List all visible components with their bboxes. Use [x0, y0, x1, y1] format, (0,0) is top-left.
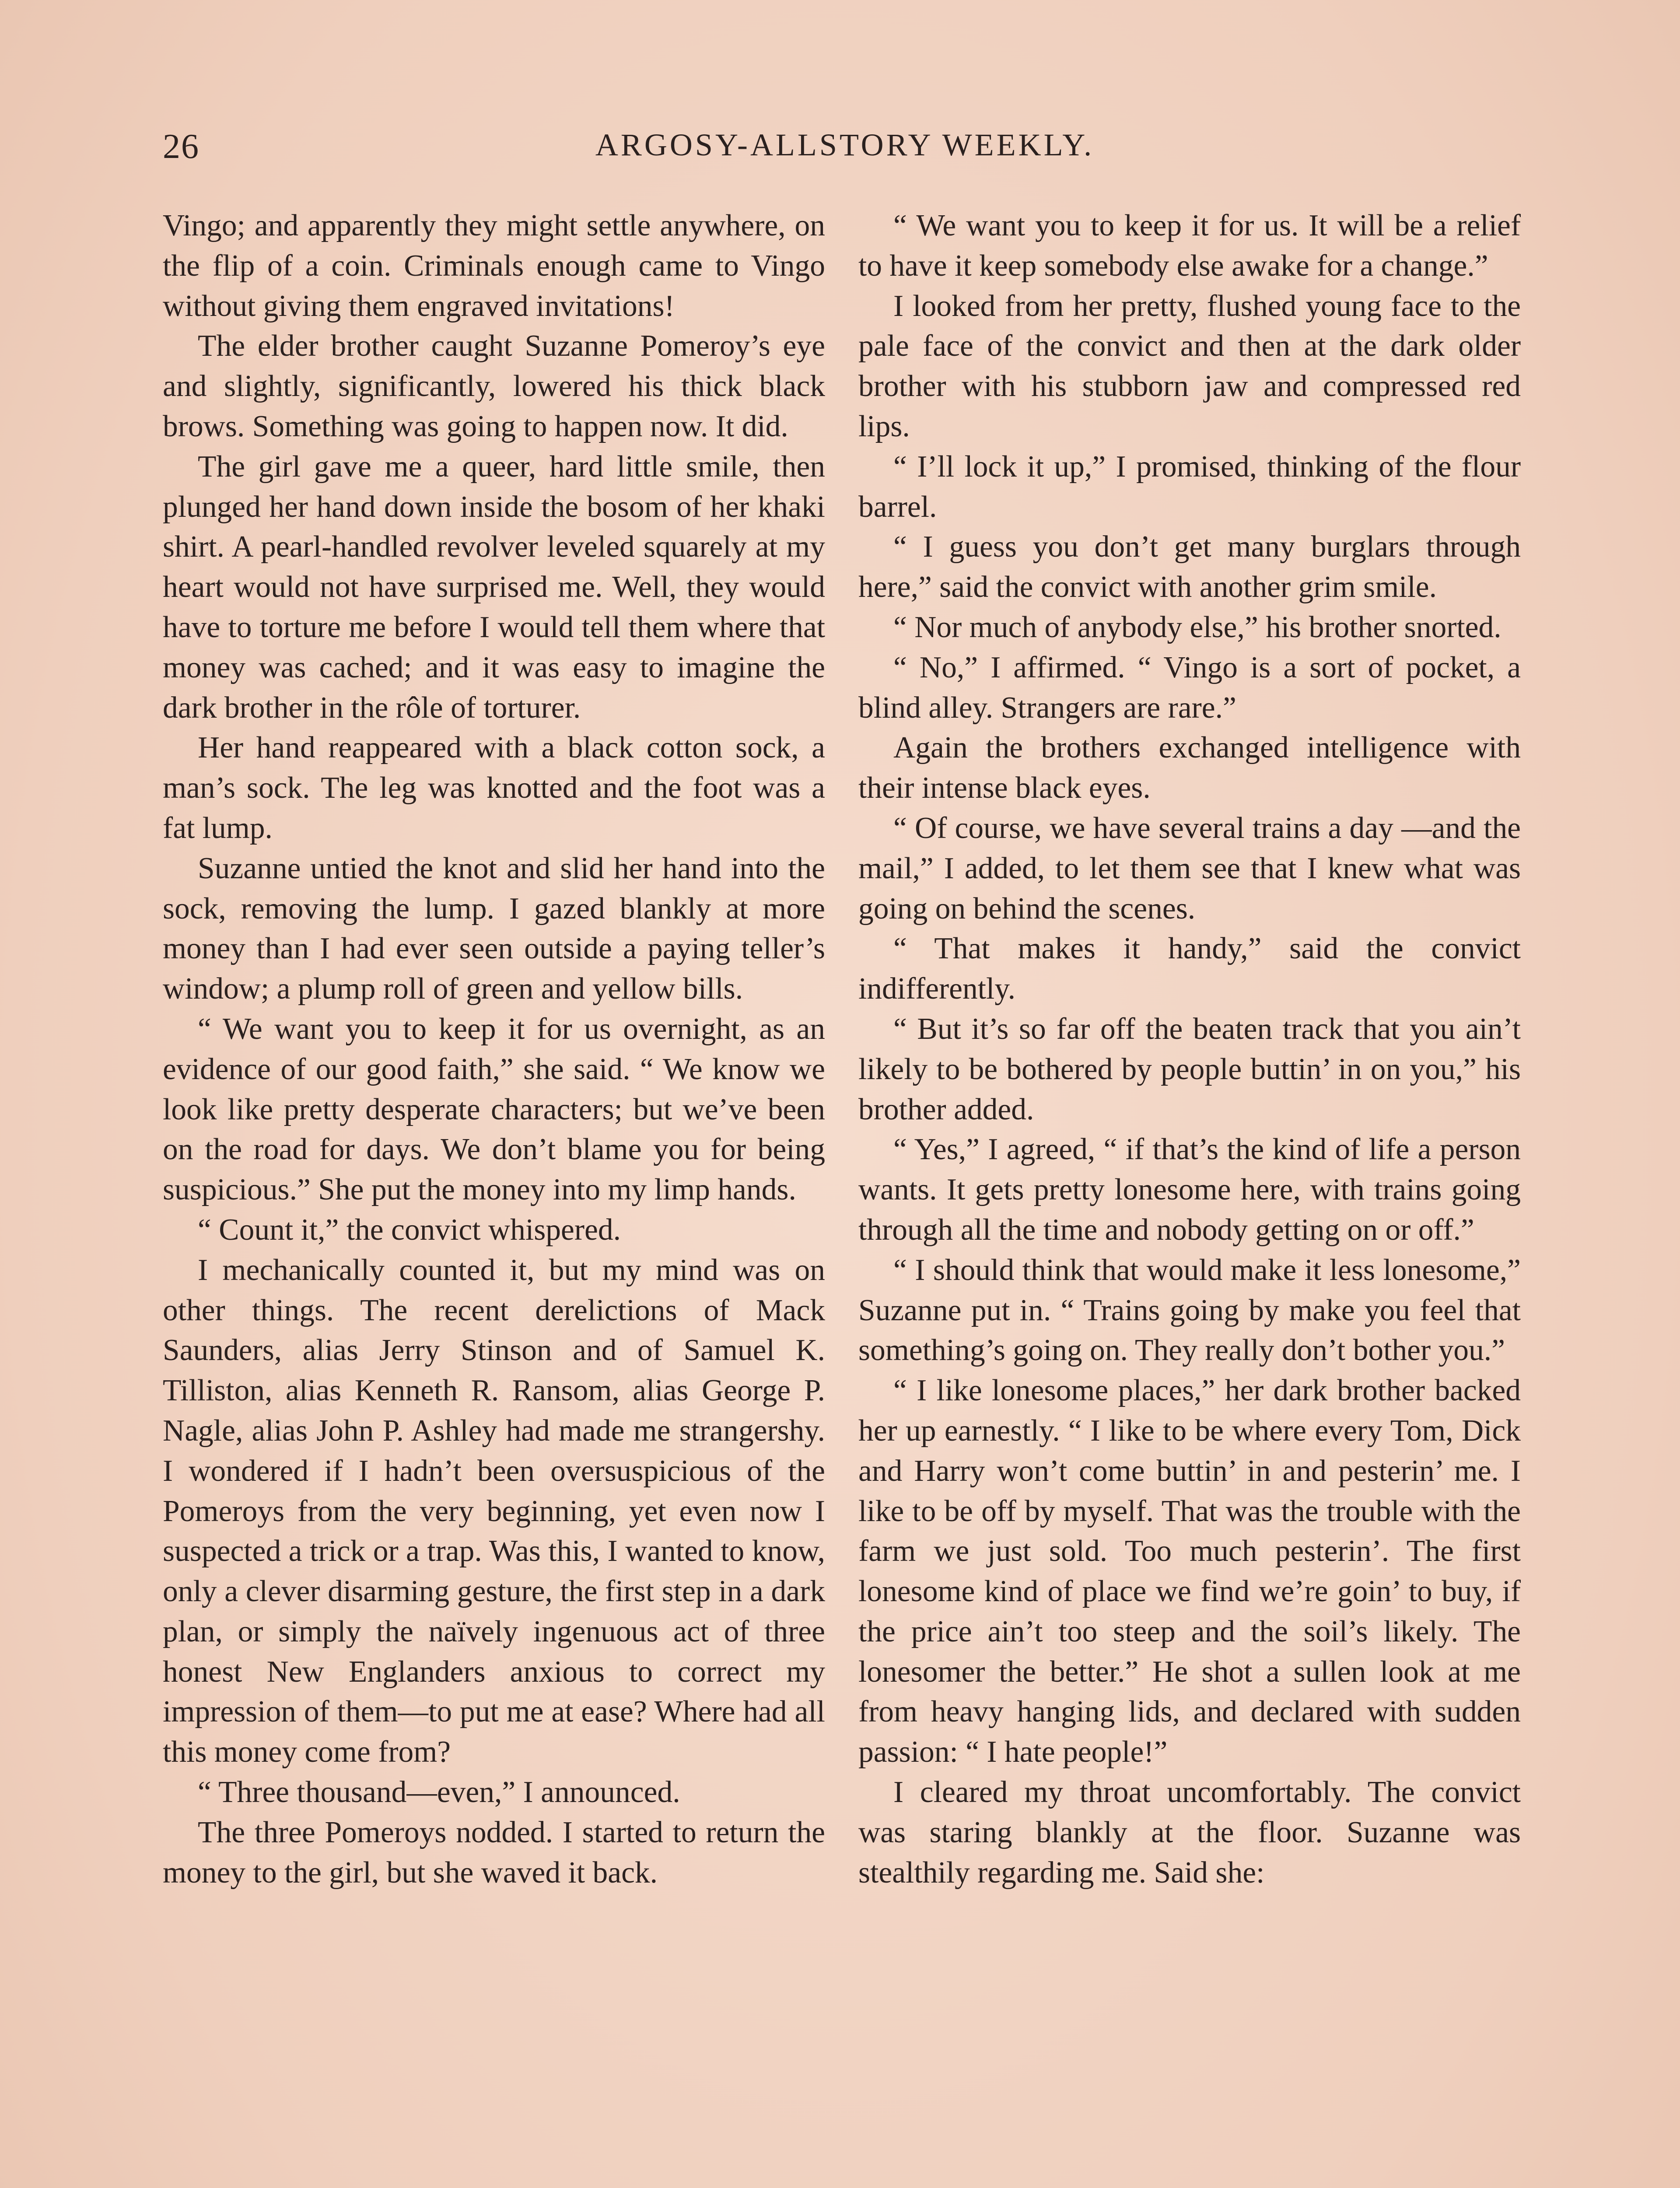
paragraph: “ I’ll lock it up,” I promised, thinking of the flour barrel. [858, 449, 1521, 524]
paragraph: Suzanne untied the knot and slid her hand into the sock, removing the lump. I gazed blankly at more money than I had ever seen outside a paying teller’s window; a plump roll of green and yellow bills. [163, 851, 825, 1006]
paragraph: The girl gave me a queer, hard little smile, then plunged her hand down inside the bosom of her khaki shirt. A pearl-handled revolver leveled squarely at my heart would not have surprised me. Well, they would have to torture me before I would tell them where that money was cached; and it was easy to imagine the dark brother in the rôle of torturer. [163, 449, 825, 725]
paragraph: “ I should think that would make it less lonesome,” Suzanne put in. “ Trains going by make you feel that something’s going on. They really don’t bother you.” [858, 1253, 1521, 1368]
running-title: ARGOSY-ALLSTORY WEEKLY. [595, 127, 1095, 162]
paragraph: “ Count it,” the convict whispered. [198, 1213, 621, 1247]
paragraph: I cleared my throat uncomfortably. The convict was staring blankly at the floor. Suzanne was stealthily regarding me. Said she: [858, 1775, 1521, 1890]
paragraph: Her hand reappeared with a black cotton sock, a man’s sock. The leg was knotted and the foot was a fat lump. [163, 731, 825, 845]
paragraph: The elder brother caught Suzanne Pomeroy’s eye and slightly, significantly, lowered his thick black brows. Something was going to happen now. It did. [163, 329, 825, 443]
paragraph: “ Three thousand—even,” I announced. [198, 1775, 680, 1809]
paragraph: I mechanically counted it, but my mind was on other things. The recent derelictions of Mack Saunders, alias Jerry Stinson and of Samuel K. Tilliston, alias Kenneth R. Ransom, alias George P. Nagle, alias John P. Ashley had made me strangershy. I wondered if I hadn’t been oversuspicious of the Pomeroys from the very beginning, yet even now I suspected a trick or a trap. Was this, I wanted to know, only a clever disarming gesture, the first step in a dark plan, or simply the naïvely ingenuous act of three honest New Englanders anxious to correct my impression of them—to put me at ease? Where had all this money come from? [163, 1253, 825, 1769]
paragraph: “ But it’s so far off the beaten track that you ain’t likely to be bothered by people buttin’ in on you,” his brother added. [858, 1012, 1521, 1126]
right-column [858, 206, 1521, 2188]
paragraph: The three Pomeroys nodded. I started to return the money to the girl, but she waved it back. [163, 1815, 825, 1890]
paragraph: “ Of course, we have several trains a day —and the mail,” I added, to let them see that I knew what was going on behind the scenes. [858, 811, 1521, 926]
paragraph: Again the brothers exchanged intelligence with their intense black eyes. [858, 731, 1521, 805]
paragraph: “ Yes,” I agreed, “ if that’s the kind of life a person wants. It gets pretty lonesome here, with trains going through all the time and nobody getting on or off.” [858, 1133, 1521, 1247]
page-header [163, 127, 1527, 179]
paragraph: Vingo; and apparently they might settle anywhere, on the flip of a coin. Criminals enough came to Vingo without giving them engraved invitations! [163, 209, 825, 323]
paragraph: “ I guess you don’t get many burglars through here,” said the convict with another grim smile. [858, 530, 1521, 604]
left-column [163, 206, 825, 2188]
paragraph: “ Nor much of anybody else,” his brother snorted. [893, 610, 1502, 644]
page-number: 26 [163, 127, 200, 166]
paragraph: I looked from her pretty, flushed young face to the pale face of the convict and then at the dark older brother with his stubborn jaw and compressed red lips. [858, 289, 1521, 443]
paragraph: “ We want you to keep it for us overnight, as an evidence of our good faith,” she said. “ We know we look like pretty desperate characters; but we’ve been on the road for days. We don’t blame you for being suspicious.” She put the money into my limp hands. [163, 1012, 825, 1207]
paragraph: “ No,” I affirmed. “ Vingo is a sort of pocket, a blind alley. Strangers are rare.” [858, 650, 1521, 725]
paragraph: “ That makes it handy,” said the convict indifferently. [858, 932, 1521, 1006]
paragraph: “ We want you to keep it for us. It will be a relief to have it keep somebody else awake for a change.” [858, 209, 1521, 283]
paragraph: “ I like lonesome places,” her dark brother backed her up earnestly. “ I like to be where every Tom, Dick and Harry won’t come buttin’ in and pesterin’ me. I like to be off by myself. That was the trouble with the farm we just sold. Too much pesterin’. The first lonesome kind of place we find we’re goin’ to buy, if the price ain’t too steep and the soil’s likely. The lonesomer the better.” He shot a sullen look at me from heavy hanging lids, and declared with sudden passion: “ I hate people!” [858, 1374, 1521, 1769]
